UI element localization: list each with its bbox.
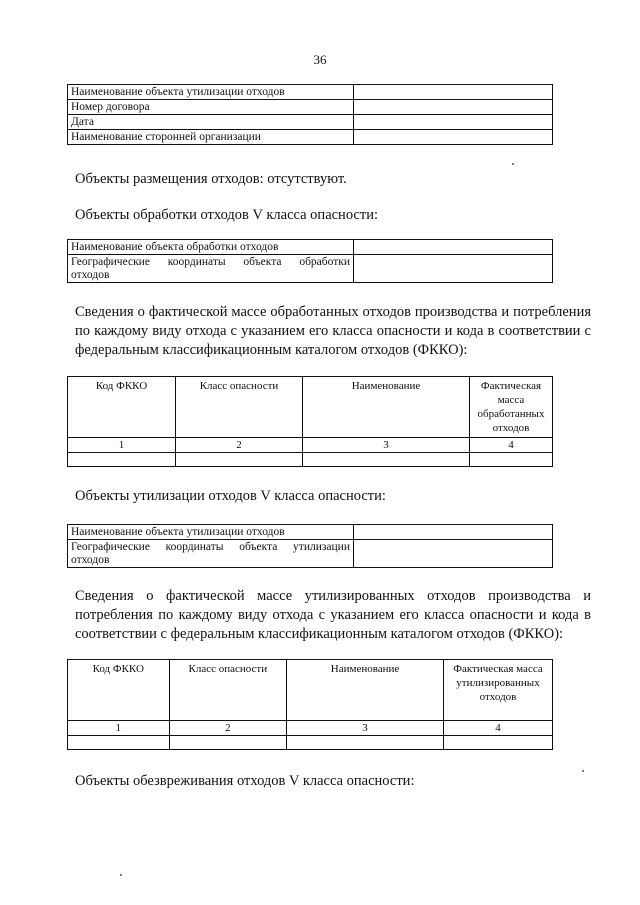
row-value — [354, 525, 553, 540]
table-cell — [303, 453, 470, 467]
scan-speck — [512, 163, 514, 165]
header-actual-mass: Фактическая масса обработанных отходов — [470, 377, 553, 438]
processing-objects-heading: Объекты обработки отходов V класса опасности: — [75, 207, 378, 223]
utilized-mass-paragraph: Сведения о фактической массе утилизированных отходов производства и потребления по каждому виду отхода с указанием его класса опасности и кода в соответствии с федеральным классификационным каталогом отходов (ФККО): — [75, 588, 591, 642]
header-name: Наименование — [287, 660, 444, 721]
column-number: 2 — [169, 721, 287, 736]
table-row — [68, 240, 553, 255]
table-row — [68, 453, 553, 467]
page-number: 36 — [313, 52, 327, 67]
table-cell — [169, 736, 287, 750]
placement-objects-text: Объекты размещения отходов: отсутствуют. — [75, 171, 347, 187]
header-hazard-class: Класс опасности — [169, 660, 287, 721]
table-row — [68, 100, 553, 115]
row-label-line: отходов — [71, 269, 110, 281]
column-number: 2 — [176, 438, 303, 453]
table-header-row — [68, 377, 553, 438]
row-label-line: Географические координаты объекта обработки — [71, 256, 350, 268]
utilization-contract-table — [67, 84, 553, 145]
row-label: Номер договора — [68, 100, 354, 115]
row-value — [354, 100, 553, 115]
column-number: 4 — [444, 721, 553, 736]
table-cell — [68, 736, 170, 750]
table-cell — [176, 453, 303, 467]
table-cell — [68, 453, 176, 467]
row-label-line: отходов — [71, 554, 110, 566]
row-value — [354, 85, 553, 100]
header-fkko-code: Код ФККО — [68, 660, 170, 721]
row-label: Дата — [68, 115, 354, 130]
row-label: Наименование объекта обработки отходов — [68, 240, 354, 255]
table-row — [68, 540, 553, 568]
header-actual-mass: Фактическая масса утилизированных отходов — [444, 660, 553, 721]
scan-speck — [120, 874, 122, 876]
table-row — [68, 255, 553, 283]
header-fkko-code: Код ФККО — [68, 377, 176, 438]
table-row — [68, 438, 553, 453]
utilized-mass-table — [67, 659, 553, 750]
table-row — [68, 736, 553, 750]
header-name: Наименование — [303, 377, 470, 438]
row-value — [354, 130, 553, 145]
row-label — [68, 540, 354, 568]
column-number: 3 — [287, 721, 444, 736]
column-number: 1 — [68, 438, 176, 453]
table-header-row — [68, 660, 553, 721]
table-row — [68, 85, 553, 100]
row-label-line: Географические координаты объекта утилизации — [71, 541, 350, 553]
row-value — [354, 240, 553, 255]
table-cell — [470, 453, 553, 467]
row-value — [354, 115, 553, 130]
table-row — [68, 525, 553, 540]
row-label: Наименование объекта утилизации отходов — [68, 85, 354, 100]
column-number: 1 — [68, 721, 170, 736]
row-value — [354, 540, 553, 568]
scan-speck — [582, 770, 584, 772]
neutralization-objects-heading: Объекты обезвреживания отходов V класса опасности: — [75, 773, 415, 789]
processed-mass-table — [67, 376, 553, 467]
processing-object-table — [67, 239, 553, 283]
table-cell — [444, 736, 553, 750]
row-label — [68, 255, 354, 283]
table-cell — [287, 736, 444, 750]
row-label: Наименование объекта утилизации отходов — [68, 525, 354, 540]
table-row — [68, 721, 553, 736]
table-row — [68, 130, 553, 145]
table-row — [68, 115, 553, 130]
header-hazard-class: Класс опасности — [176, 377, 303, 438]
utilization-objects-heading: Объекты утилизации отходов V класса опасности: — [75, 488, 386, 504]
column-number: 3 — [303, 438, 470, 453]
processed-mass-paragraph: Сведения о фактической массе обработанных отходов производства и потребления по каждому виду отхода с указанием его класса опасности и кода в соответствии с федеральным классификационным каталогом отходов (ФККО): — [75, 304, 591, 358]
row-value — [354, 255, 553, 283]
column-number: 4 — [470, 438, 553, 453]
row-label: Наименование сторонней организации — [68, 130, 354, 145]
utilization-object-table — [67, 524, 553, 568]
